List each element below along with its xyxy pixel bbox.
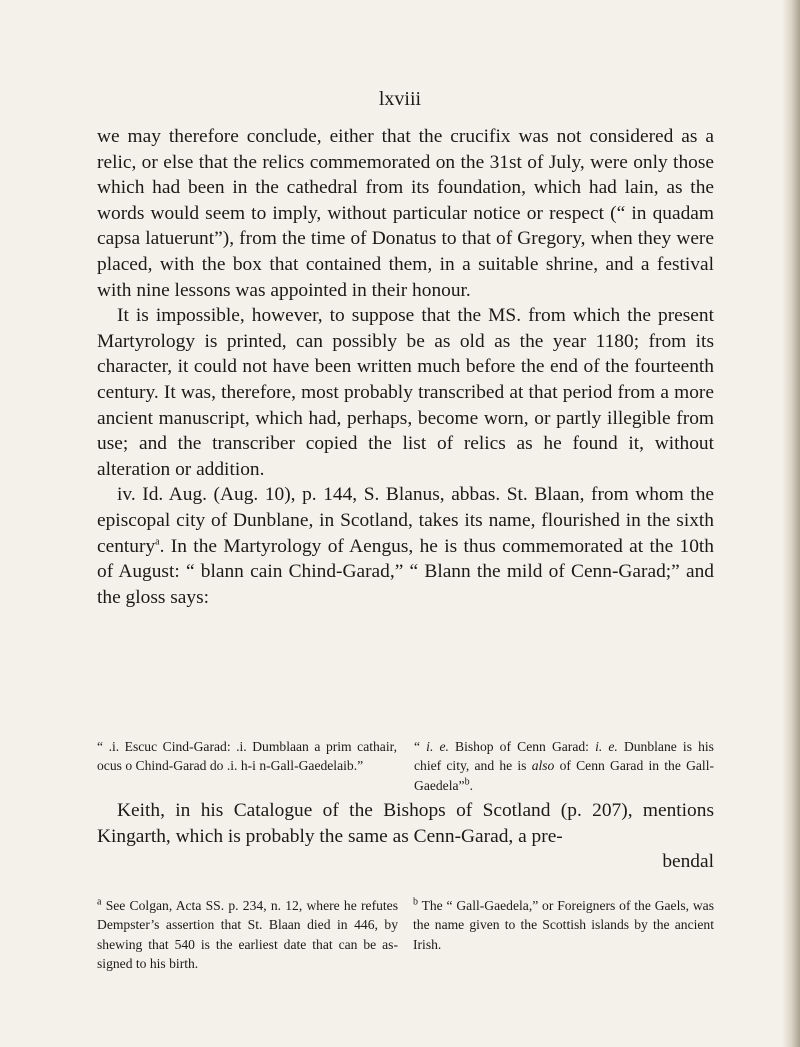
gloss-translation-d: of Cenn Garad in the Gall-Gaedela” bbox=[414, 758, 714, 793]
footnote-b bbox=[413, 896, 714, 974]
footnote-b-mark: b bbox=[413, 896, 418, 908]
paragraph-relics-text: we may therefore conclude, either that the crucifix was not considered as a relic, or else that the relics commemorated on the 31st of July, were only those which had been in the cathedral from its foundation, which had lain, as the words would seem to imply, without particular notice or respect (“ in quadam capsa latuerunt”), from the time of Donatus to that of Gregory, when they were placed, with the box that contained them, in a suitable shrine, and a festival with nine lessons was appointed in their honour. bbox=[97, 126, 714, 301]
footnote-b-text: The “ Gall-Gaedela,” or Foreigners of the Gaels, was the name given to the Scottish islands by the ancient Irish. bbox=[413, 898, 714, 952]
gloss-translation-e: . bbox=[469, 777, 473, 793]
main-text bbox=[97, 124, 714, 610]
page-number: lxviii bbox=[378, 88, 422, 110]
paragraph-blaan-text-a: iv. Id. Aug. (Aug. 10), p. 144, S. Blanus, abbas. St. Blaan, from whom the episcopal city of Dunblane, in Scotland, takes its name, flourished in the sixth century bbox=[97, 484, 714, 557]
paragraph-manuscript bbox=[97, 303, 714, 482]
paragraph-manuscript-text: It is impossible, however, to suppose that the MS. from which the present Martyrology is printed, can possibly be as old as the year 1180; from its character, it could not have been written much before the end of the fourteenth century. It was, therefore, most probably transcribed at that period from a more ancient manuscript, which had, perhaps, become worn, or partly illegible from use; and the transcriber copied the list of relics as he found it, without alteration or addition. bbox=[97, 305, 714, 480]
footnote-ref-a: a bbox=[155, 536, 160, 548]
page-edge-shadow bbox=[782, 0, 800, 1047]
gloss-ie-1: i. e. bbox=[426, 739, 449, 754]
gloss-translation-b: Bishop of Cenn Garad: bbox=[448, 739, 596, 754]
footnotes bbox=[97, 896, 714, 974]
paragraph-relics bbox=[97, 124, 714, 303]
catchword: bendal bbox=[662, 851, 714, 873]
paragraph-blaan bbox=[97, 482, 714, 610]
paragraph-keith bbox=[97, 798, 714, 875]
footnote-ref-b: b bbox=[464, 776, 470, 788]
footnote-a-mark: a bbox=[97, 896, 102, 908]
gloss-translation bbox=[414, 737, 714, 795]
gloss-block bbox=[97, 737, 714, 795]
gloss-translation-a: “ bbox=[414, 739, 427, 754]
gloss-irish: “ .i. Escuc Cind-Garad: .i. Dumblaan a prim cathair, ocus o Chind-Garad do .i. h-i n-Gall-Gaedelaib.” bbox=[97, 739, 397, 774]
paragraph-blaan-text-b: . In the Martyrology of Aengus, he is thus commemorated at the 10th of August: “ blann cain Chind-Garad,” “ Blann the mild of Cenn-Garad;” and the gloss says: bbox=[97, 535, 714, 608]
gloss-also: also bbox=[531, 758, 555, 774]
gloss-translation-c: Dunblane is his chief city, and he is bbox=[414, 739, 714, 774]
gloss-ie-2: i. e. bbox=[595, 739, 618, 754]
paragraph-keith-text: Keith, in his Catalogue of the Bishops of Scotland (p. 207), mentions Kingarth, which is probably the same as Cenn-Garad, a pre- bbox=[97, 800, 714, 847]
footnote-a-text: See Colgan, Acta SS. p. 234, n. 12, where he refutes Dempster’s assertion that St. Blaan died in 446, by shewing that 540 is the earliest date that can be as- signed to his birth. bbox=[97, 898, 398, 972]
footnote-a bbox=[97, 896, 398, 974]
